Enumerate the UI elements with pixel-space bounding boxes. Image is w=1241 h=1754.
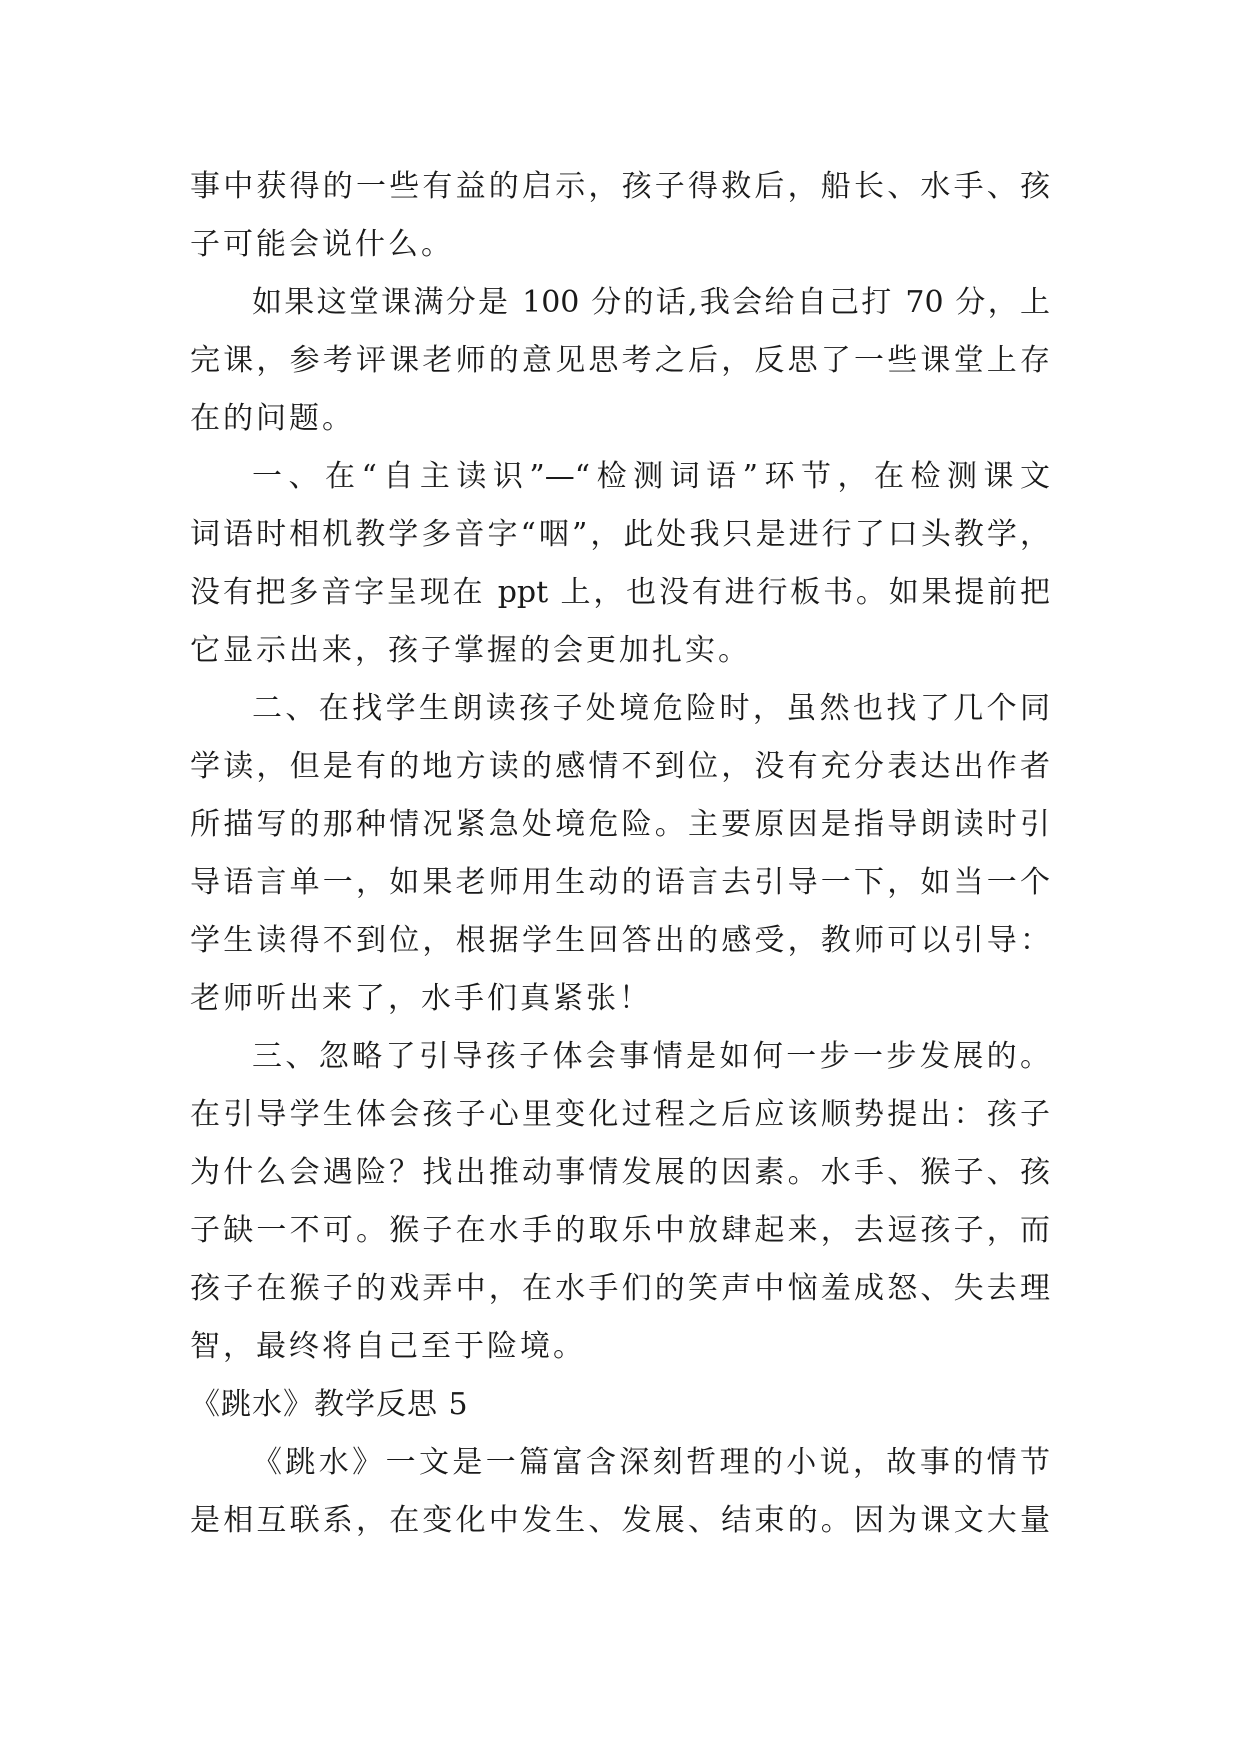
document-body: [190, 158, 1050, 1550]
paragraph-first-line: 二、在找学生朗读孩子处境危险时，虽然也找了几个同: [252, 691, 1050, 726]
section-heading: 《跳水》教学反思 5: [190, 1387, 469, 1422]
paragraph-first-line: 如果这堂课满分是 100 分的话,我会给自己打 70 分，上: [252, 285, 1050, 320]
paragraph-first-line: 三、忽略了引导孩子体会事情是如何一步一步发展的。: [252, 1039, 1050, 1074]
text-line: 是相互联系，在变化中发生、发展、结束的。因为课文大量: [190, 1503, 1050, 1538]
text-line: 智，最终将自己至于险境。: [190, 1329, 586, 1364]
text-line: 在的问题。: [190, 401, 355, 436]
text-line: 学生读得不到位，根据学生回答出的感受，教师可以引导：: [190, 923, 1050, 958]
text-line: 词语时相机教学多音字“咽”，此处我只是进行了口头教学，: [190, 517, 1050, 552]
text-line: 导语言单一，如果老师用生动的语言去引导一下，如当一个: [190, 865, 1050, 900]
paragraph-first-line: 《跳水》一文是一篇富含深刻哲理的小说，故事的情节: [252, 1445, 1050, 1480]
text-line: 孩子在猴子的戏弄中，在水手们的笑声中恼羞成怒、失去理: [190, 1271, 1050, 1306]
text-line: 所描写的那种情况紧急处境危险。主要原因是指导朗读时引: [190, 807, 1050, 842]
paragraph-first-line: 一、在“自主读识”—“检测词语”环节，在检测课文: [252, 459, 1050, 494]
text-line: 它显示出来，孩子掌握的会更加扎实。: [190, 633, 751, 668]
text-line: 完课，参考评课老师的意见思考之后，反思了一些课堂上存: [190, 343, 1050, 378]
text-line: 老师听出来了，水手们真紧张！: [190, 981, 652, 1016]
text-line: 在引导学生体会孩子心里变化过程之后应该顺势提出：孩子: [190, 1097, 1050, 1132]
text-line: 学读，但是有的地方读的感情不到位，没有充分表达出作者: [190, 749, 1050, 784]
text-line: 子可能会说什么。: [190, 227, 454, 262]
text-line: 没有把多音字呈现在 ppt 上，也没有进行板书。如果提前把: [190, 575, 1050, 610]
text-line: 事中获得的一些有益的启示，孩子得救后，船长、水手、孩: [190, 169, 1050, 204]
text-line: 为什么会遇险？找出推动事情发展的因素。水手、猴子、孩: [190, 1155, 1050, 1190]
text-line: 子缺一不可。猴子在水手的取乐中放肆起来，去逗孩子，而: [190, 1213, 1050, 1248]
